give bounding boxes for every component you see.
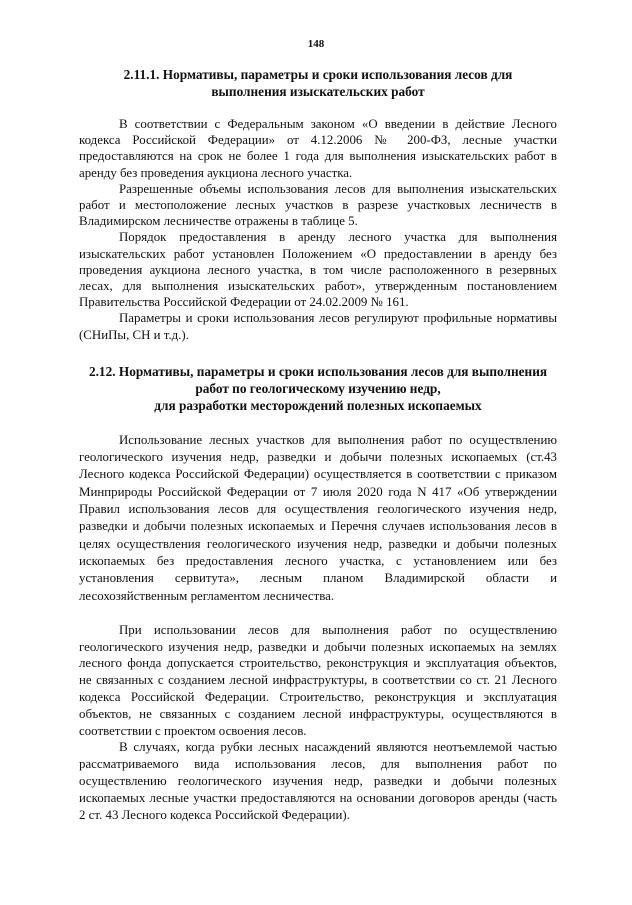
section-2-11-1-paragraph-2: Разрешенные объемы использования лесов для выполнения изыскательских работ и местоположение лесных участков в разрезе участковых лесничеств в Владимирском лесничестве отражены в таблице 5. bbox=[79, 181, 557, 229]
section-2-12-heading-line2: работ по геологическому изучению недр, bbox=[195, 380, 441, 396]
section-2-11-1-heading-line2: выполнения изыскательских работ bbox=[211, 84, 425, 99]
section-2-12-paragraph-3: В случаях, когда рубки лесных насаждений являются неотъемлемой частью рассматриваемого вида использования лесов, для выполнения работ по осуществлению геологического изучения недр, разведки и добычи полезных ископаемых лесные участки предоставляются на основании договоров аренды (часть 2 ст. 43 Лесного кодекса Российской Федерации). bbox=[79, 740, 557, 822]
section-2-12-heading bbox=[79, 363, 557, 414]
section-2-11-1-paragraph-3: Порядок предоставления в аренду лесного участка для выполнения изыскательских работ установлен Положением «О предоставлении в аренду без проведения аукциона лесного участка, в том числе расположенного в резервных лесах, для выполнения изыскательских работ», утвержденным постановлением Правительства Российской Федерации от 24.02.2009 № 161. bbox=[79, 230, 557, 310]
section-2-11-1-heading-line1: 2.11.1. Нормативы, параметры и сроки использования лесов для bbox=[123, 67, 513, 82]
section-2-12-heading-line3: для разработки месторождений полезных ископаемых bbox=[154, 397, 482, 413]
section-2-11-1-paragraph-4: Параметры и сроки использования лесов регулируют профильные нормативы (СНиПы, СН и т.д.). bbox=[79, 311, 557, 342]
page-content bbox=[79, 66, 557, 823]
section-2-12-paragraph-1: Использование лесных участков для выполнения работ по осуществлению геологического изучения недр, разведки и добычи полезных ископаемых (ст.43 Лесного кодекса Российской Федерации) осуществляется в соответствии с приказом Минприроды Российской Федерации от 7 июля 2020 года N 417 «Об утверждении Правил использования лесов для осуществления геологического изучения недр, разведки и добычи полезных ископаемых и Перечня случаев использования лесов в целях осуществления геологического изучения недр, разведки и добычи полезных ископаемых без предоставления лесного участка, с установлением или без установления сервитута», лесным планом Владимирской области и лесохозяйственным регламентом лесничества. bbox=[79, 432, 557, 603]
section-2-11-1-heading bbox=[79, 66, 557, 100]
section-2-12-paragraph-2: При использовании лесов для выполнения работ по осуществлению геологического изучения недр, разведки и добычи полезных ископаемых на землях лесного фонда допускается строительство, реконструкция и эксплуатация объектов, не связанных с созданием лесной инфраструктуры, в соответствии со ст. 21 Лесного кодекса Российской Федерации. Строительство, реконструкция и эксплуатация объектов, не связанных с созданием лесной инфраструктуры, осуществляются в соответствии с проектом освоения лесов. bbox=[79, 622, 557, 738]
section-2-11-1-paragraph-1: В соответствии с Федеральным законом «О введении в действие Лесного кодекса Российской Федерации» от 4.12.2006 № 200-ФЗ, лесные участки предоставляются на срок не более 1 года для выполнения изыскательских работ в аренду без проведения аукциона лесного участка. bbox=[79, 117, 557, 180]
section-2-12-heading-line1: 2.12. Нормативы, параметры и сроки использования лесов для выполнения bbox=[88, 363, 548, 379]
page-number: 148 bbox=[307, 38, 325, 50]
